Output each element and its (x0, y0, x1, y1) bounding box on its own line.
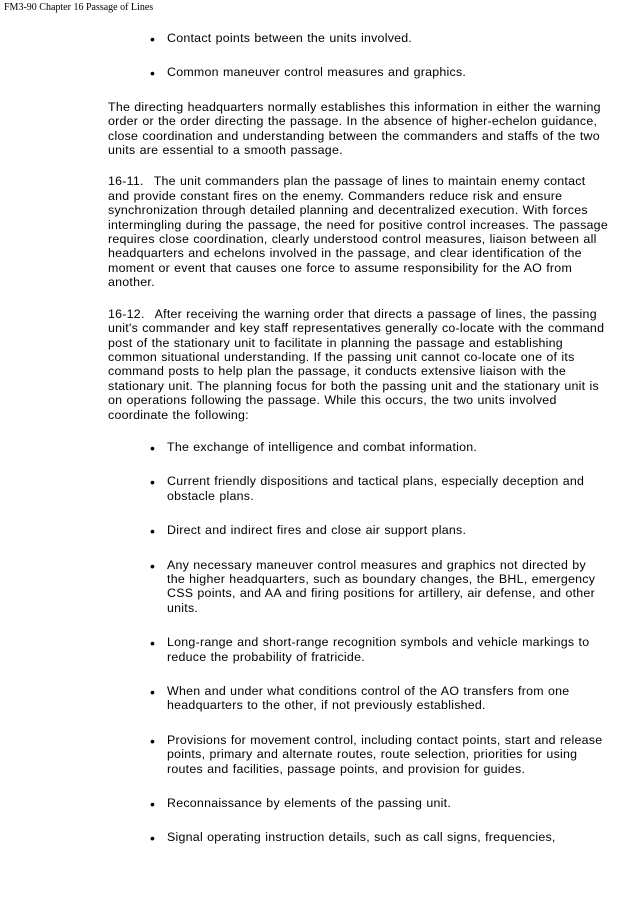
document-body (108, 31, 608, 865)
list-item: • Contact points between the units involved. (146, 31, 608, 45)
list-item: • Common maneuver control measures and graphics. (146, 65, 608, 79)
list-item: • Provisions for movement control, including contact points, start and release points, primary and alternate routes, route selection, priorities for using routes and facilities, passage points, and provision for guides. (146, 733, 608, 776)
list-item: • Signal operating instruction details, such as call signs, frequencies, (146, 830, 608, 844)
paragraph-number: 16-11. (108, 174, 144, 189)
paragraph-number: 16-12. (108, 306, 145, 321)
paragraph-text: The unit commanders plan the passage of lines to maintain enemy contact and provide constant fires on the enemy. Commanders reduce risk and ensure synchronization through detailed planning and decentralized execution. With forces intermingling during the passage, the need for positive control increases. The passage requires close coordination, clearly understood control measures, liaison between all headquarters and echelons involved in the passage, and clear identification of the moment or event that causes one force to assume responsibility for the AO from another. (108, 174, 608, 290)
paragraph-16-12 (108, 307, 608, 422)
list-item: • When and under what conditions control of the AO transfers from one headquarters to the other, if not previously established. (146, 684, 608, 713)
page-header: FM3-90 Chapter 16 Passage of Lines (4, 2, 154, 13)
list-item: • Long-range and short-range recognition symbols and vehicle markings to reduce the probability of fratricide. (146, 635, 608, 664)
list-item: • Current friendly dispositions and tactical plans, especially deception and obstacle plans. (146, 474, 608, 503)
paragraph-text: After receiving the warning order that directs a passage of lines, the passing unit's commander and key staff representatives generally co-locate with the command post of the stationary unit to facilitate in planning the passage and establishing common situational understanding. If the passing unit cannot co-locate one of its command posts to help plan the passage, it conducts extensive liaison with the stationary unit. The planning focus for both the passing unit and the stationary unit is on operations following the passage. While this occurs, the two units involved coordinate the following: (108, 306, 605, 422)
paragraph-16-11 (108, 174, 608, 289)
paragraph-intro: The directing headquarters normally establishes this information in either the warning order or the order directing the passage. In the absence of higher-echelon guidance, close coordination and understanding between the commanders and staffs of the two units are essential to a smooth passage. (108, 99, 601, 158)
list-item: • Direct and indirect fires and close air support plans. (146, 523, 608, 537)
coordination-bullet-list (146, 440, 608, 845)
list-item: • The exchange of intelligence and combat information. (146, 440, 608, 454)
list-item: • Any necessary maneuver control measures and graphics not directed by the higher headquarters, such as boundary changes, the BHL, emergency CSS points, and AA and firing positions for artillery, air defense, and other units. (146, 558, 608, 616)
list-item: • Reconnaissance by elements of the passing unit. (146, 796, 608, 810)
top-bullet-list (146, 31, 608, 80)
